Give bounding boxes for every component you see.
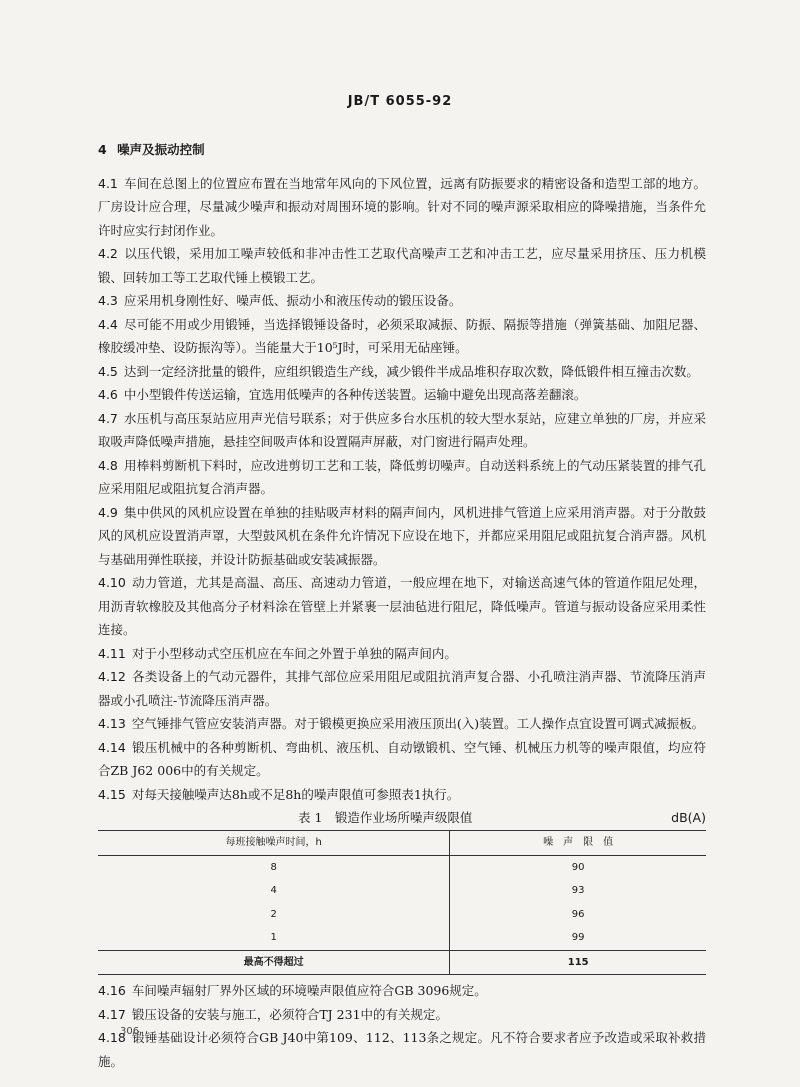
clause-number: 4.11: [98, 645, 126, 661]
clause-text: 锻压机械中的各种剪断机、弯曲机、液压机、自动镦锻机、空气锤、机械压力机等的噪声限值，均应符合ZB J62 006中的有关规定。: [98, 739, 706, 778]
clause-number: 4.9: [98, 504, 118, 520]
table-header-row: [98, 831, 706, 856]
clause-paragraph: [98, 407, 706, 454]
paragraphs-before-table: [98, 172, 706, 807]
table-row: [98, 926, 706, 950]
table-body: [98, 855, 706, 975]
clause-paragraph: [98, 979, 706, 1003]
clause-paragraph: [98, 712, 706, 736]
clause-text: 中小型锻件传送运输，宜选用低噪声的各种传送装置。运输中避免出现高落差翻滚。: [123, 387, 587, 402]
clause-paragraph: [98, 736, 706, 783]
clause-number: 4.4: [98, 316, 118, 332]
noise-limit-cell: 90: [450, 855, 706, 879]
clause-paragraph: [98, 289, 706, 313]
clause-number: 4.7: [98, 410, 118, 426]
clause-paragraph: [98, 242, 706, 289]
clause-number: 4.17: [98, 1006, 126, 1022]
clause-number: 4.18: [98, 1030, 126, 1045]
clause-paragraph: [98, 665, 706, 712]
noise-limit-cell: 99: [450, 926, 706, 950]
section-title: 噪声及振动控制: [117, 142, 205, 157]
clause-text: 集中供风的风机应设置在单独的挂贴吸声材料的隔声间内，风机进排气管道上应采用消声器。对于分散鼓风的风机应设置消声罩，大型鼓风机在条件允许情况下应设在地下，并都应采用阻尼或阻抗复合消声器。风机与基础用弹性联接，并设计防振基础或安装减振器。: [98, 504, 706, 567]
clause-number: 4.15: [98, 786, 126, 802]
section-heading: [98, 138, 706, 162]
clause-text: 达到一定经济批量的锻件，应组织锻造生产线，减少锻件半成品堆积存取次数，降低锻件相互撞击次数。: [123, 363, 699, 379]
clause-text: 对于小型移动式空压机应在车间之外置于单独的隔声间内。: [131, 645, 457, 661]
header-exposure-time: 每班接触噪声时间，h: [225, 837, 322, 848]
clause-number: 4.2: [98, 246, 118, 261]
clause-number: 4.3: [98, 293, 118, 308]
clause-number: 4.10: [98, 575, 126, 590]
clause-paragraph: [98, 360, 706, 384]
paragraphs-after-table: [98, 979, 706, 1073]
table-row-maximum: [98, 950, 706, 975]
clause-number: 4.16: [98, 983, 126, 998]
clause-paragraph: [98, 783, 706, 807]
document-body: [98, 138, 706, 1073]
clause-text: 各类设备上的气动元器件，其排气部位应采用阻尼或阻抗消声复合器、小孔喷注消声器、节流降压消声器或小孔喷注-节流降压消声器。: [98, 669, 706, 708]
clause-text: 锻锤基础设计必须符合GB J40中第109、112、113条之规定。凡不符合要求者应予改造或采取补救措施。: [98, 1030, 706, 1069]
clause-text: 空气锤排气管应安装消声器。对于锻模更换应采用液压顶出(入)装置。工人操作点宜设置可调式减振板。: [131, 716, 705, 731]
clause-text: 尽可能不用或少用锻锤，当选择锻锤设备时，必须采取减振、防振、隔振等措施（弹簧基础、加阻尼器、橡胶缓冲垫、设防振沟等）。当能量大于10⁵J时，可采用无砧座锤。: [98, 316, 706, 355]
standard-code-header: JB/T 6055-92: [347, 94, 453, 109]
noise-limit-table: [98, 830, 706, 975]
clause-number: 4.6: [98, 387, 118, 402]
clause-paragraph: [98, 571, 706, 642]
clause-paragraph: [98, 501, 706, 572]
table-caption: 表 1 锻造作业场所噪声级限值: [298, 810, 473, 825]
clause-paragraph: [98, 172, 706, 243]
clause-text: 动力管道，尤其是高温、高压、高速动力管道，一般应埋在地下，对输送高速气体的管道作阻尼处理，用沥青软橡胶及其他高分子材料涂在管壁上并紧裹一层油毡进行阻尼，降低噪声。管道与振动设备应采用柔性连接。: [98, 575, 706, 637]
clause-number: 4.1: [98, 175, 118, 191]
clause-text: 应采用机身刚性好、噪声低、振动小和液压传动的锻压设备。: [123, 293, 462, 308]
clause-text: 车间在总图上的位置应布置在当地常年风向的下风位置，远离有防振要求的精密设备和造型工部的地方。厂房设计应合理，尽量减少噪声和振动对周围环境的影响。针对不同的噪声源采取相应的降噪措施，当条件允许时应实行封闭作业。: [98, 175, 706, 238]
clause-text: 车间噪声辐射厂界外区域的环境噪声限值应符合GB 3096规定。: [131, 983, 487, 998]
page-number: 306: [120, 1026, 140, 1037]
exposure-time-cell: 2: [270, 908, 277, 920]
table-row: [98, 855, 706, 879]
clause-paragraph: [98, 454, 706, 501]
table-unit: dB(A): [671, 810, 706, 825]
clause-number: 4.14: [98, 739, 126, 755]
exposure-time-cell: 1: [270, 932, 277, 943]
section-number: 4: [98, 142, 107, 157]
clause-text: 对每天接触噪声达8h或不足8h的噪声限值可参照表1执行。: [131, 786, 460, 802]
table-row: [98, 879, 706, 903]
noise-limit-cell: 93: [450, 879, 706, 903]
clause-paragraph: [98, 1003, 706, 1027]
table-row: [98, 903, 706, 927]
clause-text: 锻压设备的安装与施工，必须符合TJ 231中的有关规定。: [131, 1006, 449, 1022]
noise-limit-cell: 96: [450, 903, 706, 927]
clause-paragraph: [98, 383, 706, 407]
exposure-time-cell: 8: [270, 861, 277, 873]
exposure-time-cell: 4: [270, 885, 277, 896]
clause-paragraph: [98, 642, 706, 666]
clause-text: 水压机与高压泵站应用声光信号联系；对于供应多台水压机的较大型水泵站，应建立单独的厂房，并应采取吸声降低噪声措施，悬挂空间吸声体和设置隔声屏蔽，对门窗进行隔声处理。: [98, 410, 706, 449]
clause-paragraph: [98, 1026, 706, 1073]
clause-paragraph: [98, 313, 706, 360]
maximum-label-cell: 最高不得超过: [243, 956, 304, 968]
clause-text: 用棒料剪断机下料时，应改进剪切工艺和工装，降低剪切噪声。自动送料系统上的气动压紧装置的排气孔应采用阻尼或阻抗复合消声器。: [98, 457, 706, 496]
header-noise-limit: 噪 声 限 值: [450, 831, 706, 856]
clause-number: 4.5: [98, 363, 118, 379]
table-caption-row: [98, 806, 706, 828]
clause-number: 4.8: [98, 457, 118, 473]
clause-text: 以压代锻，采用加工噪声较低和非冲击性工艺取代高噪声工艺和冲击工艺，应尽量采用挤压、压力机模锻、回转加工等工艺取代锤上模锻工艺。: [98, 246, 706, 285]
clause-number: 4.12: [98, 669, 126, 684]
maximum-value-cell: 115: [450, 950, 706, 975]
clause-number: 4.13: [98, 716, 126, 731]
